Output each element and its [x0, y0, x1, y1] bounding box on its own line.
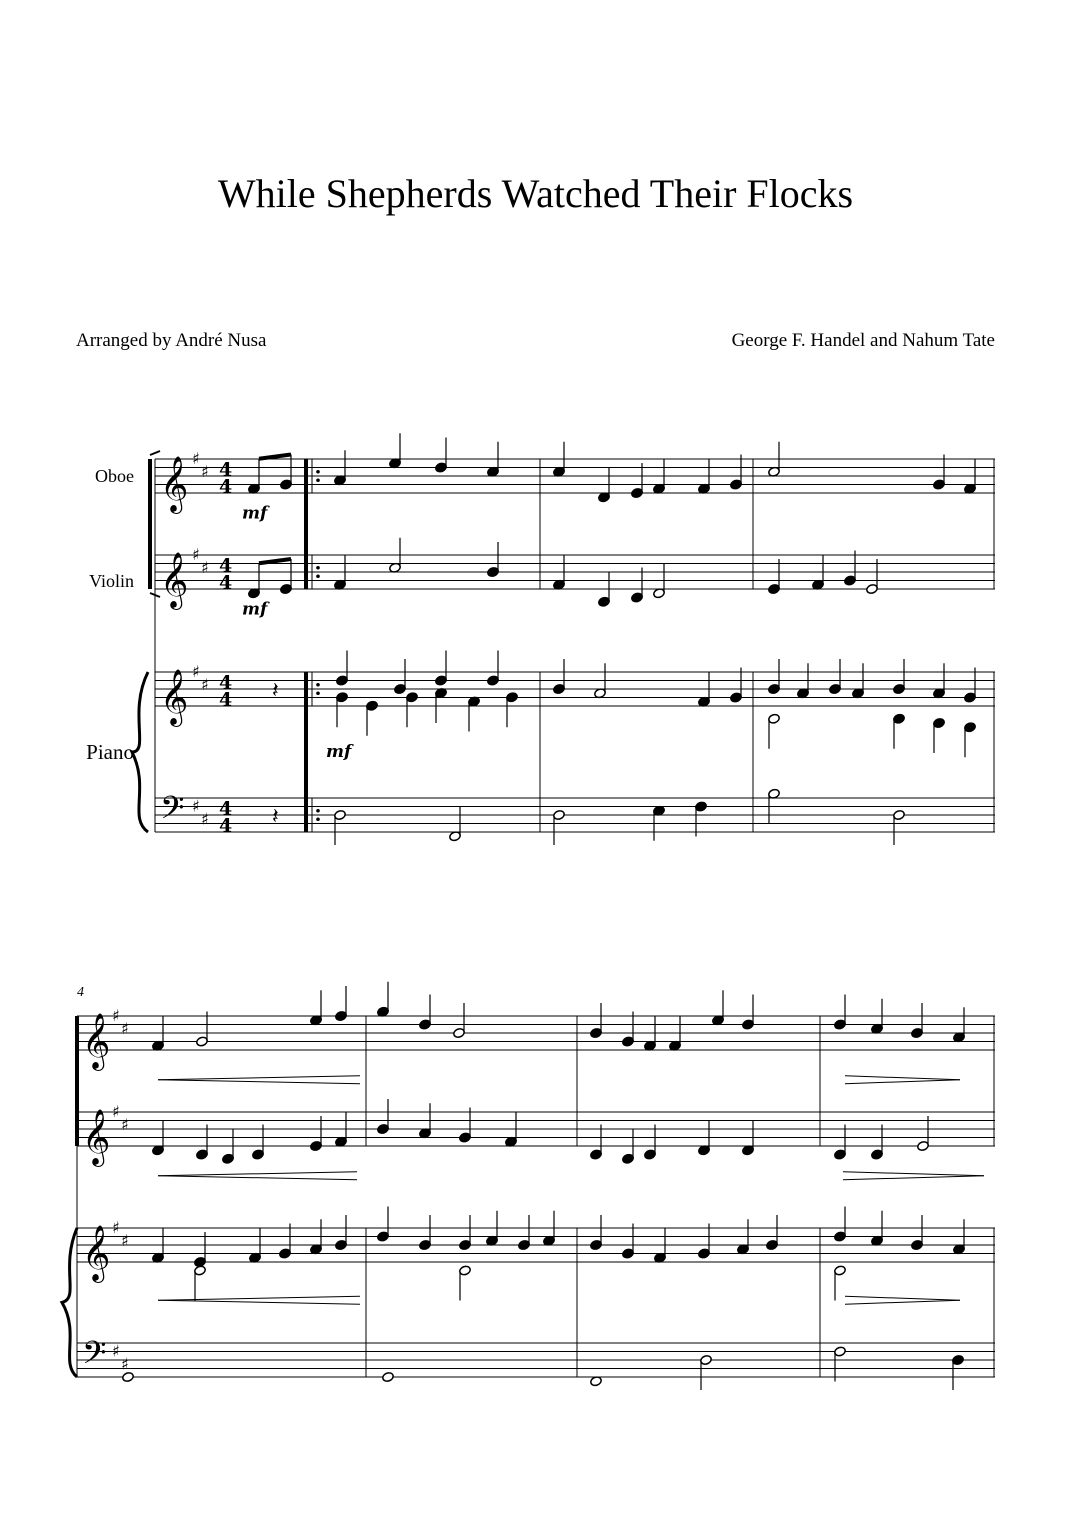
- repeat-dot: [316, 478, 320, 482]
- sharp-icon: ♯: [192, 662, 200, 681]
- crescendo-hairpin: [158, 1296, 360, 1300]
- sharp-icon: ♯: [121, 1114, 129, 1134]
- time-signature-top: 4: [219, 672, 233, 694]
- time-signature-bottom: 4: [219, 689, 233, 711]
- sharp-icon: ♯: [121, 1018, 129, 1038]
- quarter-rest-icon: 𝄽: [272, 678, 279, 704]
- piano-brace: [132, 672, 148, 832]
- decrescendo-hairpin: [843, 1176, 984, 1180]
- bass-clef-icon: 𝄢: [160, 789, 185, 834]
- sharp-icon: ♯: [192, 449, 200, 468]
- sharp-icon: ♯: [112, 1341, 120, 1361]
- decrescendo-hairpin: [845, 1296, 960, 1300]
- violin-label: Violin: [89, 571, 134, 591]
- treble-clef-icon: 𝄞: [160, 552, 189, 608]
- decrescendo-hairpin: [845, 1076, 960, 1080]
- sharp-icon: ♯: [112, 1006, 120, 1025]
- crescendo-hairpin: [158, 1076, 360, 1080]
- repeat-dot: [316, 574, 320, 578]
- sharp-icon: ♯: [201, 557, 209, 577]
- time-signature-top: 4: [219, 459, 233, 481]
- bass-clef-icon: 𝄢: [82, 1334, 107, 1379]
- sharp-icon: ♯: [192, 796, 200, 816]
- time-signature-bottom: 4: [219, 815, 233, 837]
- treble-clef-icon: 𝄞: [82, 1013, 111, 1069]
- decrescendo-hairpin: [845, 1300, 960, 1304]
- dynamic-mf: mf: [326, 742, 352, 762]
- decrescendo-hairpin: [843, 1172, 984, 1176]
- sharp-icon: ♯: [201, 461, 209, 481]
- sharp-icon: ♯: [201, 809, 209, 829]
- repeat-dot: [316, 817, 320, 821]
- crescendo-hairpin: [158, 1300, 360, 1304]
- composer-credit: George F. Handel and Nahum Tate: [731, 330, 995, 351]
- dynamic-mf: mf: [242, 599, 268, 620]
- dynamic-mf: mf: [242, 503, 268, 524]
- crescendo-hairpin: [158, 1176, 357, 1180]
- time-signature-top: 4: [219, 798, 233, 820]
- crescendo-hairpin: [158, 1080, 360, 1084]
- repeat-dot: [316, 566, 320, 570]
- treble-clef-icon: 𝄞: [82, 1109, 111, 1165]
- treble-clef-icon: 𝄞: [160, 456, 189, 512]
- time-signature-bottom: 4: [219, 476, 233, 498]
- oboe-label: Oboe: [95, 466, 134, 486]
- repeat-dot: [316, 809, 320, 813]
- piano-label: Piano: [86, 740, 134, 764]
- sharp-icon: ♯: [121, 1230, 129, 1250]
- repeat-dot: [316, 470, 320, 474]
- measure-number: 4: [77, 985, 84, 1000]
- crescendo-hairpin: [158, 1172, 357, 1176]
- repeat-dot: [316, 683, 320, 687]
- sharp-icon: ♯: [121, 1354, 129, 1374]
- treble-clef-icon: 𝄞: [82, 1225, 111, 1281]
- quarter-rest-icon: 𝄽: [272, 804, 279, 830]
- decrescendo-hairpin: [845, 1080, 960, 1084]
- notehead: [382, 1371, 395, 1382]
- sharp-icon: ♯: [112, 1102, 120, 1121]
- score-title: While Shepherds Watched Their Flocks: [217, 171, 854, 216]
- time-signature-top: 4: [219, 555, 233, 577]
- repeat-dot: [316, 691, 320, 695]
- treble-clef-icon: 𝄞: [160, 669, 189, 725]
- piano-brace: [62, 1228, 77, 1377]
- sharp-icon: ♯: [112, 1218, 120, 1237]
- sharp-icon: ♯: [201, 674, 209, 694]
- arranger-credit: Arranged by André Nusa: [76, 330, 267, 351]
- sharp-icon: ♯: [192, 545, 200, 564]
- note-beam: [259, 559, 291, 563]
- note-beam: [259, 455, 291, 459]
- time-signature-bottom: 4: [219, 572, 233, 594]
- bracket-hook: [150, 451, 160, 455]
